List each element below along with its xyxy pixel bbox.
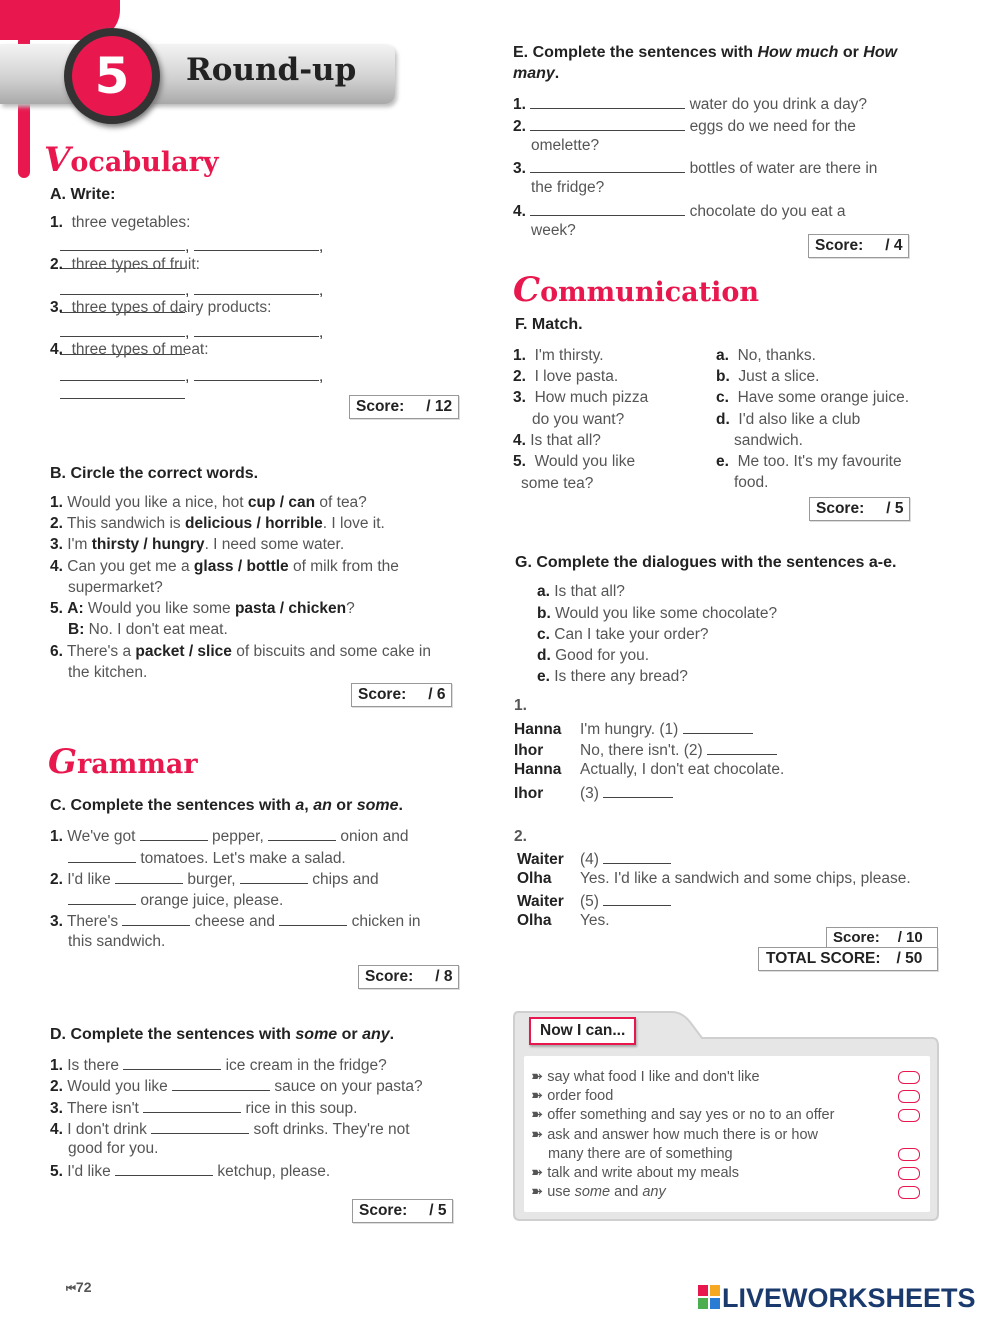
vocab-blanks-3[interactable]: , , bbox=[60, 324, 452, 360]
c-item-1[interactable]: 1. We've got pepper, onion and bbox=[50, 828, 409, 845]
vocab-blanks-4[interactable]: , , bbox=[60, 368, 452, 404]
section-e-heading-cont: many. bbox=[513, 65, 560, 82]
dialogue-2-line-2: Olha Yes. I'd like a sandwich and some chips, please. bbox=[517, 870, 911, 887]
logo-grid-icon bbox=[698, 1285, 720, 1309]
checkbox-6[interactable] bbox=[898, 1186, 920, 1199]
b-item-5[interactable]: 5. A: Would you like some pasta / chicken? bbox=[50, 600, 355, 617]
checkbox-3[interactable] bbox=[898, 1109, 920, 1122]
dialogue-2-line-3[interactable]: Waiter (5) bbox=[517, 891, 671, 911]
e-item-2-cont: omelette? bbox=[531, 137, 600, 154]
score-box-f: Score: / 5 bbox=[809, 497, 910, 521]
b-item-6-cont: the kitchen. bbox=[68, 664, 148, 681]
can-item-5: ➽ talk and write about my meals bbox=[531, 1165, 739, 1181]
d-item-4-cont: good for you. bbox=[68, 1140, 159, 1157]
f-left-2[interactable]: 2. I love pasta. bbox=[513, 368, 619, 385]
f-right-c[interactable]: c. Have some orange juice. bbox=[716, 389, 910, 406]
page-number: ⏮72 bbox=[66, 1279, 92, 1295]
unit-number: 5 bbox=[94, 47, 130, 105]
score-box-c: Score: / 8 bbox=[358, 965, 459, 989]
check-bullet-icon: ➽ bbox=[531, 1127, 544, 1143]
vocab-item-3: 3. three types of dairy products: bbox=[50, 299, 272, 316]
section-a-heading: A. Write: bbox=[50, 186, 116, 203]
f-right-b[interactable]: b. Just a slice. bbox=[716, 368, 820, 385]
d-item-5[interactable]: 5. I'd like ketchup, please. bbox=[50, 1163, 331, 1180]
checkbox-4[interactable] bbox=[898, 1148, 920, 1161]
f-right-e-cont: food. bbox=[734, 474, 769, 491]
unit-title: Round-up bbox=[186, 52, 357, 88]
dialogue-1-line-1[interactable]: Hanna I'm hungry. (1) bbox=[514, 719, 753, 739]
b-item-6[interactable]: 6. There's a packet / slice of biscuits and some cake in bbox=[50, 643, 431, 660]
checkbox-1[interactable] bbox=[898, 1071, 920, 1084]
can-item-4-cont: many there are of something bbox=[548, 1146, 733, 1162]
b-item-4-cont: supermarket? bbox=[68, 579, 163, 596]
e-item-2[interactable]: 2. eggs do we need for the bbox=[513, 118, 856, 135]
b-item-1[interactable]: 1. Would you like a nice, hot cup / can of tea? bbox=[50, 494, 367, 511]
e-item-4[interactable]: 4. chocolate do you eat a bbox=[513, 203, 846, 220]
section-e-heading: E. Complete the sentences with How much or How bbox=[513, 44, 898, 61]
g-option-d: d. Good for you. bbox=[537, 647, 650, 664]
c-item-1-cont[interactable]: tomatoes. Let's make a salad. bbox=[68, 848, 346, 868]
check-bullet-icon: ➽ bbox=[531, 1088, 544, 1104]
vocab-blanks-2[interactable]: , , bbox=[60, 282, 452, 318]
score-box-d: Score: / 5 bbox=[352, 1199, 453, 1223]
g-option-c: c. Can I take your order? bbox=[537, 626, 709, 643]
can-item-1: ➽ say what food I like and don't like bbox=[531, 1069, 760, 1085]
dialogue-2-number: 2. bbox=[514, 828, 527, 845]
vocab-blanks-1[interactable]: , , bbox=[60, 238, 452, 274]
d-item-3[interactable]: 3. There isn't rice in this soup. bbox=[50, 1100, 358, 1117]
c-item-3[interactable]: 3. There's cheese and chicken in bbox=[50, 913, 421, 930]
can-item-3: ➽ offer something and say yes or no to an offer bbox=[531, 1107, 835, 1123]
section-b-heading: B. Circle the correct words. bbox=[50, 465, 259, 482]
g-option-b: b. Would you like some chocolate? bbox=[537, 605, 778, 622]
section-f-heading: F. Match. bbox=[515, 316, 583, 333]
g-option-a: a. Is that all? bbox=[537, 583, 625, 600]
dialogue-1-line-2[interactable]: Ihor No, there isn't. (2) bbox=[514, 740, 777, 760]
can-item-2: ➽ order food bbox=[531, 1088, 614, 1104]
f-left-5-cont: some tea? bbox=[521, 475, 594, 492]
check-bullet-icon: ➽ bbox=[531, 1165, 544, 1181]
rewind-icon: ⏮ bbox=[66, 1283, 76, 1295]
c-item-2-cont[interactable]: orange juice, please. bbox=[68, 890, 283, 910]
vocabulary-title: Vocabulary bbox=[44, 140, 219, 180]
b-item-2[interactable]: 2. This sandwich is delicious / horrible. I love it. bbox=[50, 515, 385, 532]
e-item-3-cont: the fridge? bbox=[531, 179, 605, 196]
f-right-d-cont: sandwich. bbox=[734, 432, 803, 449]
e-item-4-cont: week? bbox=[531, 222, 576, 239]
score-box-b: Score: / 6 bbox=[351, 683, 452, 707]
f-right-d[interactable]: d. I'd also like a club bbox=[716, 411, 861, 428]
dialogue-2-line-1[interactable]: Waiter (4) bbox=[517, 849, 671, 869]
total-score-box: TOTAL SCORE: / 50 bbox=[758, 947, 938, 971]
d-item-1[interactable]: 1. Is there ice cream in the fridge? bbox=[50, 1057, 387, 1074]
logo-text: LIVEWORKSHEETS bbox=[722, 1283, 976, 1313]
b-item-5-cont: B: No. I don't eat meat. bbox=[68, 621, 228, 638]
d-item-2[interactable]: 2. Would you like sauce on your pasta? bbox=[50, 1078, 423, 1095]
g-option-e: e. Is there any bread? bbox=[537, 668, 688, 685]
e-item-1[interactable]: 1. water do you drink a day? bbox=[513, 96, 868, 113]
check-bullet-icon: ➽ bbox=[531, 1069, 544, 1085]
check-bullet-icon: ➽ bbox=[531, 1184, 544, 1200]
grammar-title: Grammar bbox=[48, 742, 198, 782]
b-item-4[interactable]: 4. Can you get me a glass / bottle of milk from the bbox=[50, 558, 399, 575]
f-left-1[interactable]: 1. I'm thirsty. bbox=[513, 347, 604, 364]
c-item-2[interactable]: 2. I'd like burger, chips and bbox=[50, 871, 379, 888]
f-left-3[interactable]: 3. How much pizza bbox=[513, 389, 649, 406]
score-box-g: Score: / 10 bbox=[826, 927, 938, 947]
checkbox-2[interactable] bbox=[898, 1090, 920, 1103]
section-c-heading: C. Complete the sentences with a, an or some. bbox=[50, 797, 403, 814]
now-i-can-title: Now I can... bbox=[529, 1017, 636, 1045]
section-d-heading: D. Complete the sentences with some or any. bbox=[50, 1026, 395, 1043]
dialogue-1-line-4[interactable]: Ihor (3) bbox=[514, 783, 673, 803]
b-item-3[interactable]: 3. I'm thirsty / hungry. I need some water. bbox=[50, 536, 345, 553]
c-item-3-cont: this sandwich. bbox=[68, 933, 166, 950]
d-item-4[interactable]: 4. I don't drink soft drinks. They're not bbox=[50, 1121, 410, 1138]
unit-badge-inner bbox=[72, 36, 152, 116]
can-item-4: ➽ ask and answer how much there is or how bbox=[531, 1127, 818, 1143]
check-bullet-icon: ➽ bbox=[531, 1107, 544, 1123]
vocab-item-1: 1. three vegetables: bbox=[50, 214, 191, 231]
f-left-4[interactable]: 4. Is that all? bbox=[513, 432, 601, 449]
can-item-6: ➽ use some and any bbox=[531, 1184, 666, 1200]
f-left-3-cont: do you want? bbox=[532, 411, 625, 428]
dialogue-1-line-3: Hanna Actually, I don't eat chocolate. bbox=[514, 761, 785, 778]
vocab-item-2: 2. three types of fruit: bbox=[50, 256, 200, 273]
f-right-a[interactable]: a. No, thanks. bbox=[716, 347, 816, 364]
dialogue-2-line-4: Olha Yes. bbox=[517, 912, 610, 929]
communication-title: Communication bbox=[513, 270, 760, 310]
score-box-e: Score: / 4 bbox=[808, 234, 909, 258]
dialogue-1-number: 1. bbox=[514, 697, 527, 714]
section-g-heading: G. Complete the dialogues with the sentences a-e. bbox=[515, 554, 897, 571]
f-left-5[interactable]: 5. Would you like bbox=[513, 453, 636, 470]
e-item-3[interactable]: 3. bottles of water are there in bbox=[513, 160, 878, 177]
f-right-e[interactable]: e. Me too. It's my favourite bbox=[716, 453, 902, 470]
checkbox-5[interactable] bbox=[898, 1167, 920, 1180]
score-box-a: Score: / 12 bbox=[349, 395, 459, 419]
vocab-item-4: 4. three types of meat: bbox=[50, 341, 209, 358]
